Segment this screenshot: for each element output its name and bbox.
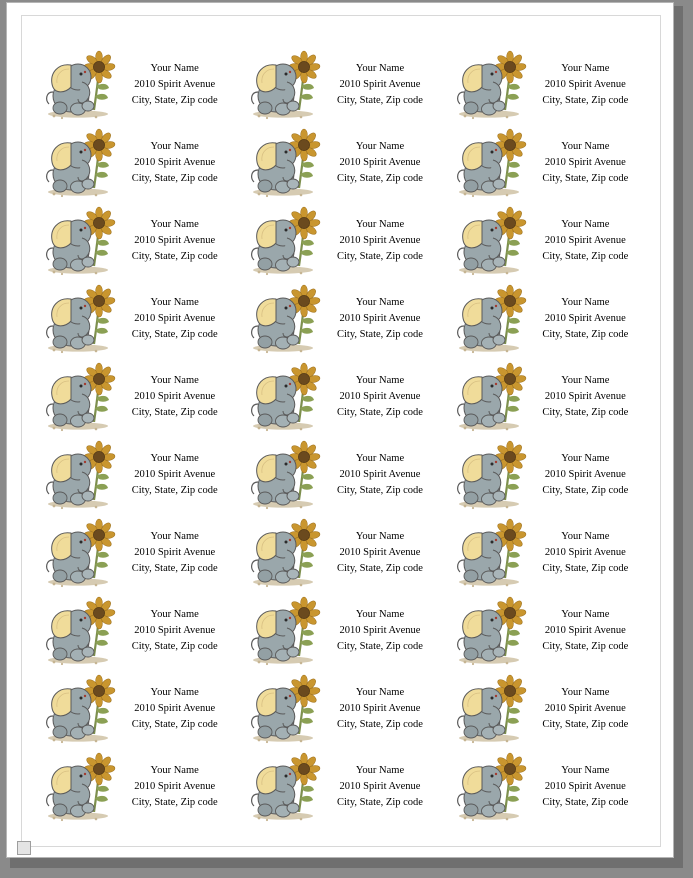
address-line-name: Your Name: [150, 374, 199, 386]
address-line-city: City, State, Zip code: [542, 641, 629, 653]
address-label[interactable]: [449, 748, 646, 826]
elephant-with-sunflower-icon: [449, 438, 529, 512]
elephant-with-sunflower-icon: [449, 360, 529, 434]
address-line-city: City, State, Zip code: [337, 95, 423, 107]
elephant-with-sunflower-icon: [243, 594, 323, 668]
address-line-city: City, State, Zip code: [542, 563, 629, 575]
page-bottom-bar: [0, 868, 693, 878]
address-label[interactable]: [243, 280, 440, 358]
address-line-city: City, State, Zip code: [542, 95, 629, 107]
address-text: [529, 685, 646, 734]
address-text: [323, 451, 440, 500]
address-line-street: 2010 Spirit Avenue: [134, 468, 216, 480]
address-line-name: Your Name: [150, 608, 199, 620]
address-label[interactable]: [243, 670, 440, 748]
address-label[interactable]: [449, 46, 646, 124]
address-line-street: 2010 Spirit Avenue: [339, 468, 421, 480]
address-label[interactable]: [243, 46, 440, 124]
address-line-name: Your Name: [150, 686, 199, 698]
elephant-with-sunflower-icon: [449, 126, 529, 200]
address-line-name: Your Name: [561, 296, 610, 308]
address-line-street: 2010 Spirit Avenue: [339, 546, 421, 558]
address-label[interactable]: [38, 358, 235, 436]
address-line-city: City, State, Zip code: [542, 719, 629, 731]
address-line-name: Your Name: [355, 686, 405, 698]
address-label[interactable]: [243, 748, 440, 826]
address-line-name: Your Name: [150, 62, 199, 74]
address-text: [529, 451, 646, 500]
address-line-name: Your Name: [355, 452, 405, 464]
elephant-with-sunflower-icon: [449, 672, 529, 746]
address-line-name: Your Name: [355, 140, 405, 152]
elephant-with-sunflower-icon: [449, 750, 529, 824]
address-text: [529, 763, 646, 812]
address-line-street: 2010 Spirit Avenue: [544, 702, 626, 714]
address-line-name: Your Name: [355, 62, 405, 74]
address-line-name: Your Name: [355, 218, 405, 230]
address-line-street: 2010 Spirit Avenue: [339, 624, 421, 636]
address-label[interactable]: [38, 46, 235, 124]
address-text: [323, 607, 440, 656]
address-line-city: City, State, Zip code: [337, 719, 423, 731]
address-label[interactable]: [38, 592, 235, 670]
address-line-city: City, State, Zip code: [337, 407, 423, 419]
address-line-street: 2010 Spirit Avenue: [339, 78, 421, 90]
address-line-city: City, State, Zip code: [337, 251, 423, 263]
address-line-name: Your Name: [561, 686, 610, 698]
address-text: [118, 217, 235, 266]
address-line-name: Your Name: [150, 764, 199, 776]
address-text: [529, 607, 646, 656]
address-line-street: 2010 Spirit Avenue: [134, 234, 216, 246]
elephant-with-sunflower-icon: [38, 672, 118, 746]
address-label[interactable]: [449, 436, 646, 514]
address-line-name: Your Name: [150, 140, 199, 152]
address-line-name: Your Name: [561, 218, 610, 230]
elephant-with-sunflower-icon: [38, 48, 118, 122]
address-line-city: City, State, Zip code: [337, 797, 423, 809]
address-line-name: Your Name: [150, 218, 199, 230]
elephant-with-sunflower-icon: [449, 594, 529, 668]
address-line-name: Your Name: [561, 608, 610, 620]
address-line-name: Your Name: [150, 530, 199, 542]
address-text: [118, 373, 235, 422]
address-line-city: City, State, Zip code: [542, 485, 629, 497]
address-line-street: 2010 Spirit Avenue: [134, 78, 216, 90]
address-line-city: City, State, Zip code: [542, 251, 629, 263]
elephant-with-sunflower-icon: [38, 438, 118, 512]
address-line-street: 2010 Spirit Avenue: [134, 312, 216, 324]
address-text: [118, 451, 235, 500]
elephant-with-sunflower-icon: [243, 750, 323, 824]
elephant-with-sunflower-icon: [38, 594, 118, 668]
address-line-street: 2010 Spirit Avenue: [339, 702, 421, 714]
address-text: [118, 61, 235, 110]
address-text: [529, 139, 646, 188]
address-line-name: Your Name: [355, 530, 405, 542]
address-text: [529, 61, 646, 110]
address-line-city: City, State, Zip code: [131, 719, 218, 731]
address-line-street: 2010 Spirit Avenue: [544, 234, 626, 246]
address-line-street: 2010 Spirit Avenue: [134, 156, 216, 168]
corner-nub: [17, 841, 31, 855]
address-line-street: 2010 Spirit Avenue: [544, 546, 626, 558]
address-text: [323, 373, 440, 422]
address-text: [529, 217, 646, 266]
elephant-with-sunflower-icon: [449, 48, 529, 122]
address-text: [323, 61, 440, 110]
address-text: [118, 607, 235, 656]
address-line-city: City, State, Zip code: [131, 95, 218, 107]
address-line-city: City, State, Zip code: [131, 251, 218, 263]
address-line-street: 2010 Spirit Avenue: [339, 156, 421, 168]
address-line-name: Your Name: [561, 62, 610, 74]
address-text: [118, 295, 235, 344]
address-text: [118, 139, 235, 188]
elephant-with-sunflower-icon: [243, 672, 323, 746]
labels-grid: [38, 46, 646, 826]
address-label[interactable]: [243, 514, 440, 592]
address-line-street: 2010 Spirit Avenue: [134, 390, 216, 402]
address-line-city: City, State, Zip code: [131, 329, 218, 341]
elephant-with-sunflower-icon: [38, 204, 118, 278]
address-line-name: Your Name: [561, 530, 610, 542]
elephant-with-sunflower-icon: [243, 48, 323, 122]
address-line-name: Your Name: [355, 296, 405, 308]
address-line-street: 2010 Spirit Avenue: [544, 156, 626, 168]
address-line-city: City, State, Zip code: [337, 329, 423, 341]
elephant-with-sunflower-icon: [449, 516, 529, 590]
address-line-name: Your Name: [355, 764, 405, 776]
address-line-street: 2010 Spirit Avenue: [339, 780, 421, 792]
address-label[interactable]: [38, 280, 235, 358]
address-text: [118, 529, 235, 578]
address-text: [323, 529, 440, 578]
address-label[interactable]: [38, 124, 235, 202]
address-line-city: City, State, Zip code: [337, 641, 423, 653]
address-line-street: 2010 Spirit Avenue: [544, 312, 626, 324]
elephant-with-sunflower-icon: [243, 360, 323, 434]
address-text: [323, 139, 440, 188]
address-line-city: City, State, Zip code: [542, 797, 629, 809]
elephant-with-sunflower-icon: [243, 204, 323, 278]
address-line-city: City, State, Zip code: [337, 485, 423, 497]
elephant-with-sunflower-icon: [38, 750, 118, 824]
address-label[interactable]: [449, 358, 646, 436]
address-label[interactable]: [38, 748, 235, 826]
elephant-with-sunflower-icon: [243, 282, 323, 356]
address-line-street: 2010 Spirit Avenue: [134, 702, 216, 714]
address-line-street: 2010 Spirit Avenue: [134, 780, 216, 792]
address-line-city: City, State, Zip code: [337, 563, 423, 575]
address-label[interactable]: [243, 124, 440, 202]
address-line-street: 2010 Spirit Avenue: [544, 390, 626, 402]
elephant-with-sunflower-icon: [38, 126, 118, 200]
elephant-with-sunflower-icon: [449, 204, 529, 278]
address-line-name: Your Name: [561, 140, 610, 152]
elephant-with-sunflower-icon: [449, 282, 529, 356]
address-text: [323, 763, 440, 812]
address-line-street: 2010 Spirit Avenue: [544, 624, 626, 636]
address-text: [323, 685, 440, 734]
address-text: [118, 685, 235, 734]
address-label[interactable]: [243, 358, 440, 436]
address-line-street: 2010 Spirit Avenue: [339, 312, 421, 324]
elephant-with-sunflower-icon: [243, 126, 323, 200]
elephant-with-sunflower-icon: [38, 282, 118, 356]
address-line-city: City, State, Zip code: [542, 329, 629, 341]
address-line-street: 2010 Spirit Avenue: [544, 780, 626, 792]
address-line-city: City, State, Zip code: [337, 173, 423, 185]
address-line-city: City, State, Zip code: [131, 173, 218, 185]
address-label[interactable]: [449, 124, 646, 202]
address-line-name: Your Name: [150, 296, 199, 308]
label-sheet: [6, 2, 674, 858]
address-line-city: City, State, Zip code: [131, 797, 218, 809]
address-line-name: Your Name: [355, 374, 405, 386]
address-line-street: 2010 Spirit Avenue: [339, 234, 421, 246]
elephant-with-sunflower-icon: [243, 516, 323, 590]
elephant-with-sunflower-icon: [38, 360, 118, 434]
address-label[interactable]: [449, 592, 646, 670]
address-line-name: Your Name: [561, 764, 610, 776]
address-text: [529, 295, 646, 344]
address-line-name: Your Name: [355, 608, 405, 620]
address-line-street: 2010 Spirit Avenue: [544, 78, 626, 90]
address-text: [323, 295, 440, 344]
address-line-city: City, State, Zip code: [131, 641, 218, 653]
elephant-with-sunflower-icon: [38, 516, 118, 590]
address-label[interactable]: [38, 514, 235, 592]
address-label[interactable]: [38, 436, 235, 514]
address-line-city: City, State, Zip code: [131, 485, 218, 497]
address-line-street: 2010 Spirit Avenue: [339, 390, 421, 402]
address-label[interactable]: [449, 514, 646, 592]
address-label[interactable]: [38, 202, 235, 280]
address-label[interactable]: [449, 280, 646, 358]
address-line-city: City, State, Zip code: [542, 173, 629, 185]
address-line-name: Your Name: [561, 452, 610, 464]
elephant-with-sunflower-icon: [243, 438, 323, 512]
address-line-street: 2010 Spirit Avenue: [134, 546, 216, 558]
address-label[interactable]: [449, 670, 646, 748]
address-line-name: Your Name: [561, 374, 610, 386]
address-line-city: City, State, Zip code: [131, 407, 218, 419]
address-label[interactable]: [449, 202, 646, 280]
address-line-street: 2010 Spirit Avenue: [544, 468, 626, 480]
address-label[interactable]: [243, 592, 440, 670]
label-sheet-inner-border: [21, 15, 661, 847]
address-text: [529, 373, 646, 422]
address-label[interactable]: [243, 436, 440, 514]
address-label[interactable]: [38, 670, 235, 748]
address-text: [118, 763, 235, 812]
address-line-city: City, State, Zip code: [131, 563, 218, 575]
address-text: [529, 529, 646, 578]
address-line-street: 2010 Spirit Avenue: [134, 624, 216, 636]
address-text: [323, 217, 440, 266]
address-line-name: Your Name: [150, 452, 199, 464]
address-line-city: City, State, Zip code: [542, 407, 629, 419]
address-label[interactable]: [243, 202, 440, 280]
